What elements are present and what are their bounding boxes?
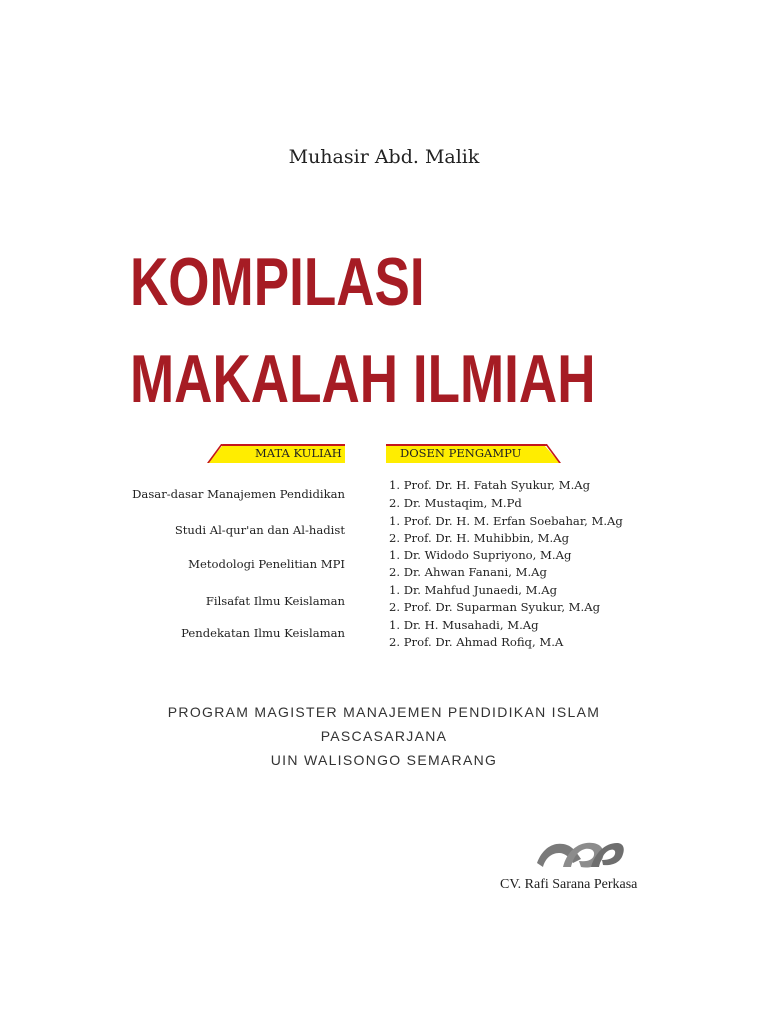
lecturers-header-banner [386, 444, 561, 464]
courses-header-banner [207, 444, 345, 464]
lecturer-item: 1. Dr. Mahfud Junaedi, M.Ag [389, 583, 558, 597]
lecturer-item: 1. Prof. Dr. H. M. Erfan Soebahar, M.Ag [389, 514, 623, 528]
lecturer-item: 1. Dr. H. Musahadi, M.Ag [389, 618, 539, 632]
title-line-2: MAKALAH ILMIAH [130, 341, 596, 417]
lecturer-item: 1. Prof. Dr. H. Fatah Syukur, M.Ag [389, 478, 591, 492]
program-line-2: PASCASARJANA [320, 728, 448, 744]
course-item: Studi Al-qur'an dan Al-hadist [174, 523, 345, 537]
lecturer-item: 2. Prof. Dr. Ahmad Rofiq, M.A [389, 635, 564, 649]
author-name: Muhasir Abd. Malik [288, 146, 480, 168]
course-item: Metodologi Penelitian MPI [188, 557, 345, 571]
program-block [0, 700, 768, 772]
lecturers-header: DOSEN PENGAMPU [400, 446, 522, 460]
course-item: Filsafat Ilmu Keislaman [205, 594, 345, 608]
course-item: Dasar-dasar Manajemen Pendidikan [132, 487, 345, 501]
lecturer-item: 2. Dr. Ahwan Fanani, M.Ag [389, 565, 547, 579]
lecturer-item: 2. Dr. Mustaqim, M.Pd [389, 496, 522, 510]
program-line-1: PROGRAM MAGISTER MANAJEMEN PENDIDIKAN ISLAM [167, 704, 601, 720]
lecturer-item: 2. Prof. Dr. H. Muhibbin, M.Ag [389, 531, 569, 545]
publisher-logo-icon [533, 833, 625, 878]
lecturer-item: 2. Prof. Dr. Suparman Syukur, M.Ag [389, 600, 601, 614]
lecturer-item: 1. Dr. Widodo Supriyono, M.Ag [389, 548, 572, 562]
title-line-1: KOMPILASI [130, 244, 425, 320]
program-line-3: UIN WALISONGO SEMARANG [270, 752, 498, 768]
publisher-name: CV. Rafi Sarana Perkasa [500, 877, 638, 892]
course-item: Pendekatan Ilmu Keislaman [181, 626, 345, 640]
courses-header: MATA KULIAH [255, 446, 342, 460]
